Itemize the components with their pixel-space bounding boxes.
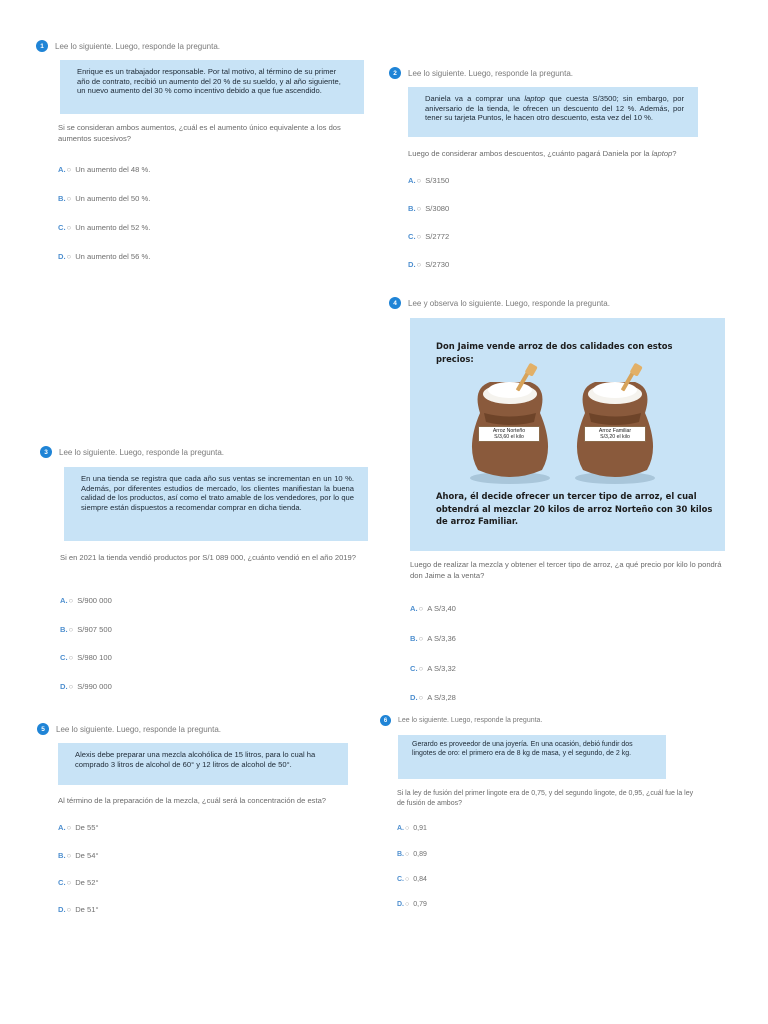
option-letter: B. [410,634,418,643]
sack-price: S/3,20 el kilo [600,434,630,441]
radio-icon[interactable]: ○ [418,604,424,613]
question-number-badge: 3 [40,446,52,458]
question-6-option-c[interactable] [397,876,427,883]
question-3 [40,446,370,458]
option-text: De 52° [75,878,99,887]
option-letter: D. [58,252,66,261]
question-4-option-b[interactable] [410,634,456,643]
option-letter: B. [58,194,66,203]
question-5 [37,723,367,735]
option-text: S/907 500 [77,625,112,634]
option-text: S/2730 [425,260,450,269]
question-3-option-a[interactable] [60,596,112,605]
option-letter: B. [397,851,404,858]
question-number-badge: 1 [36,40,48,52]
option-text: S/990 000 [77,682,112,691]
prompt-text-start: Luego de considerar ambos descuentos, ¿cuánto pagará Daniela por la [408,149,652,158]
option-letter: D. [410,693,418,702]
option-text: 0,89 [413,851,427,858]
radio-icon[interactable]: ○ [66,165,72,174]
radio-icon[interactable]: ○ [68,625,74,634]
statement-text-end: que cuesta S/3500; sin embargo, por aniversario de la tienda, le ofrecen un descuento del 12 %. Además, por tener su tarjeta Puntos, le hacen otro descuento, esta vez del 10 %. [425,94,684,123]
question-1-option-d[interactable] [58,252,150,261]
radio-icon[interactable]: ○ [416,260,422,269]
prompt-text-end: ? [672,149,677,158]
question-6-statement: Gerardo es proveedor de una joyería. En una ocasión, debió fundir dos lingotes de oro: el primero era de 8 kg de masa, y el segundo, de 2 kg. [398,735,666,779]
question-6-option-a[interactable] [397,825,427,832]
statement-text-italic: laptop [524,94,546,103]
option-letter: D. [58,905,66,914]
question-2-prompt [408,149,738,160]
option-letter: C. [410,664,418,673]
question-5-header [37,723,367,735]
question-4-option-c[interactable] [410,664,456,673]
question-1-statement: Enrique es un trabajador responsable. Por tal motivo, al término de su primer año de contrato, recibió un aumento del 20 % de su sueldo, y al año siguiente, un nuevo aumento del 30 % como incentivo debido a que fue ascendido. [60,60,364,114]
question-instruction: Lee lo siguiente. Luego, responde la pregunta. [59,447,225,457]
rice-sack-icon [470,363,550,484]
question-3-option-b[interactable] [60,625,112,634]
option-letter: D. [397,901,404,908]
option-letter: A. [58,823,66,832]
question-5-option-b[interactable] [58,851,99,860]
question-2-option-c[interactable] [408,232,449,241]
statement-text-start: Daniela va a comprar una [425,94,525,103]
option-text: Un aumento del 48 %. [75,165,151,174]
question-3-option-c[interactable] [60,653,112,662]
option-text: S/3080 [425,204,450,213]
radio-icon[interactable]: ○ [418,664,424,673]
question-2 [389,67,729,79]
option-text: A S/3,40 [427,604,456,613]
question-1-prompt: Si se consideran ambos aumentos, ¿cuál es el aumento único equivalente a los dos aumentos sucesivos? [58,123,341,143]
radio-icon[interactable]: ○ [405,901,410,908]
option-letter: D. [408,260,416,269]
option-text: S/980 100 [77,653,112,662]
option-letter: C. [58,223,66,232]
radio-icon[interactable]: ○ [66,223,72,232]
radio-icon[interactable]: ○ [405,825,410,832]
question-instruction: Lee lo siguiente. Luego, responde la pregunta. [55,41,221,51]
question-2-option-b[interactable] [408,204,449,213]
radio-icon[interactable]: ○ [68,653,74,662]
question-4-prompt: Luego de realizar la mezcla y obtener el tercer tipo de arroz, ¿a qué precio por kilo lo pondrá don Jaime a la venta? [410,560,722,580]
question-5-option-a[interactable] [58,823,99,832]
option-letter: D. [60,682,68,691]
sack-name: Arroz Familiar [598,428,632,434]
radio-icon[interactable]: ○ [68,596,74,605]
option-letter: A. [410,604,418,613]
rice-sack-icon [575,363,655,484]
radio-icon[interactable]: ○ [405,876,410,883]
sack-name: Arroz Norteño [492,428,526,434]
question-2-header [389,67,729,79]
radio-icon[interactable]: ○ [68,682,74,691]
option-text: 0,79 [413,901,427,908]
radio-icon[interactable]: ○ [416,176,422,185]
option-text: A S/3,36 [427,634,456,643]
sack-price: S/3,60 el kilo [494,434,524,441]
option-letter: A. [58,165,66,174]
radio-icon[interactable]: ○ [66,194,72,203]
question-4-header [389,297,729,309]
option-letter: B. [60,625,68,634]
question-instruction: Lee lo siguiente. Luego, responde la pregunta. [56,724,222,734]
question-number-badge: 6 [380,715,391,726]
radio-icon[interactable]: ○ [416,204,422,213]
question-instruction: Lee lo siguiente. Luego, responde la pregunta. [398,717,543,724]
question-1-option-a[interactable] [58,165,150,174]
question-2-option-a[interactable] [408,176,449,185]
option-letter: C. [408,232,416,241]
question-3-prompt: Si en 2021 la tienda vendió productos por S/1 089 000, ¿cuánto vendió en el año 2019? [60,553,356,562]
radio-icon[interactable]: ○ [416,232,422,241]
illustration-title: Don Jaime vende arroz de dos calidades con estos precios: [436,341,673,365]
option-letter: C. [397,876,404,883]
option-text: S/2772 [425,232,450,241]
option-text: Un aumento del 56 %. [75,252,151,261]
option-letter: A. [408,176,416,185]
radio-icon[interactable]: ○ [418,634,424,643]
option-text: 0,91 [413,825,427,832]
radio-icon[interactable]: ○ [418,693,424,702]
question-number-badge: 4 [389,297,401,309]
option-text: De 55° [75,823,99,832]
option-letter: B. [58,851,66,860]
question-1-option-c[interactable] [58,223,150,232]
radio-icon[interactable]: ○ [66,252,72,261]
radio-icon[interactable]: ○ [405,851,410,858]
question-instruction: Lee y observa lo siguiente. Luego, responde la pregunta. [408,298,610,308]
question-5-statement: Alexis debe preparar una mezcla alcohólica de 15 litros, para lo cual ha comprado 3 litros de alcohol de 60° y 12 litros de alcohol de 50°. [58,743,348,785]
option-text: Un aumento del 50 %. [75,194,151,203]
question-4-option-d[interactable] [410,693,456,702]
question-2-option-d[interactable] [408,260,449,269]
option-letter: A. [60,596,68,605]
radio-icon[interactable]: ○ [66,823,72,832]
question-number-badge: 5 [37,723,49,735]
question-4 [389,297,729,309]
question-3-statement: En una tienda se registra que cada año sus ventas se incrementan en un 10 %. Además, por diferentes estudios de mercado, los clientes manifiestan la buena calidad de los productos, así como el trato amable de los vendedores, por lo que siempre están dispuestos a recomendar comprar en dicha tienda. [64,467,368,541]
sack-label-norteno [478,426,540,442]
question-3-option-d[interactable] [60,682,112,691]
radio-icon[interactable]: ○ [66,851,72,860]
illustration-caption: Ahora, él decide ofrecer un tercer tipo de arroz, el cual obtendrá al mezclar 20 kilos de arroz Norteño con 30 kilos de arroz Familiar. [436,491,713,527]
radio-icon[interactable]: ○ [66,878,72,887]
sack-label-familiar [584,426,646,442]
question-5-option-d[interactable] [58,905,99,914]
question-instruction: Lee lo siguiente. Luego, responde la pregunta. [408,68,574,78]
option-text: 0,84 [413,876,427,883]
question-number-badge: 2 [389,67,401,79]
question-6 [380,715,720,726]
option-text: De 51° [75,905,99,914]
option-letter: A. [397,825,404,832]
option-letter: C. [58,878,66,887]
option-text: S/900 000 [77,596,112,605]
option-letter: B. [408,204,416,213]
question-5-option-c[interactable] [58,878,99,887]
question-1 [36,40,366,52]
question-4-illustration [410,318,725,551]
question-3-header [40,446,370,458]
question-1-header [36,40,366,52]
question-1-option-b[interactable] [58,194,150,203]
question-4-option-a[interactable] [410,604,456,613]
option-text: S/3150 [425,176,450,185]
option-text: Un aumento del 52 %. [75,223,151,232]
question-6-option-b[interactable] [397,851,427,858]
question-6-prompt: Si la ley de fusión del primer lingote era de 0,75, y del segundo lingote, de 0,95, ¿cuál fue la ley de fusión de ambos? [397,790,694,807]
option-text: A S/3,32 [427,664,456,673]
prompt-text-italic: laptop [651,149,673,158]
question-2-statement [408,87,698,137]
radio-icon[interactable]: ○ [66,905,72,914]
option-text: A S/3,28 [427,693,456,702]
option-text: De 54° [75,851,99,860]
question-5-prompt: Al término de la preparación de la mezcla, ¿cuál será la concentración de esta? [58,796,327,805]
question-6-option-d[interactable] [397,901,427,908]
question-6-header [380,715,720,726]
option-letter: C. [60,653,68,662]
